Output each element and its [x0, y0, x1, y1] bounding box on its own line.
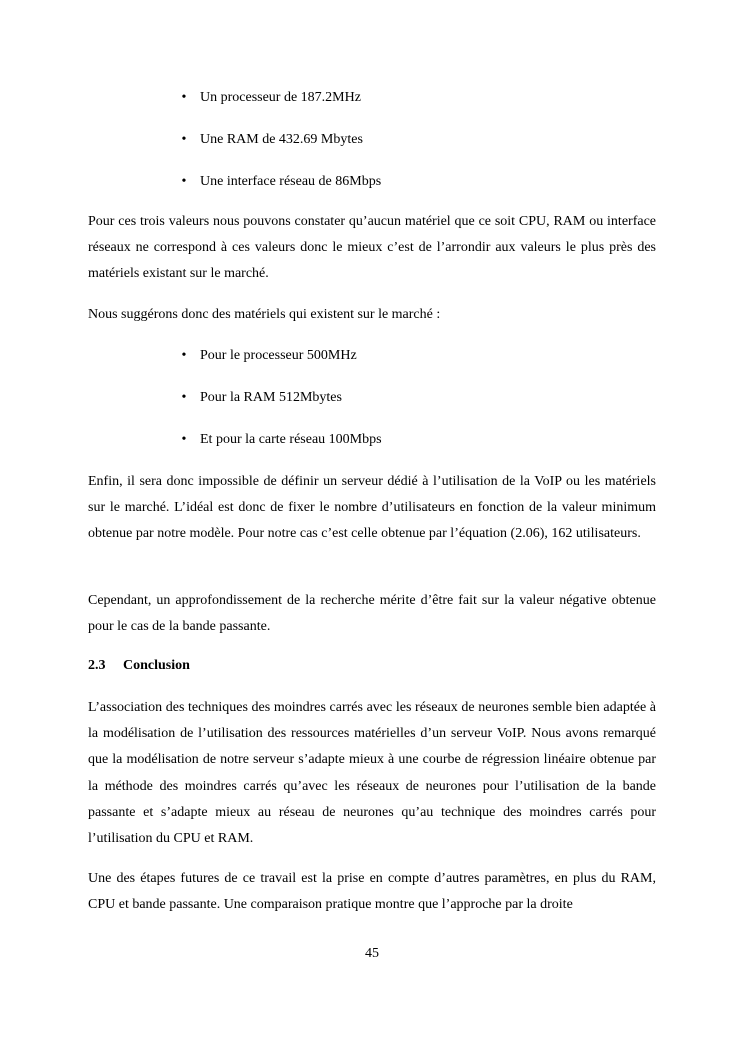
bullet-icon: • — [181, 348, 187, 363]
document-page — [88, 0, 656, 1053]
page-number: 45 — [365, 946, 379, 961]
list-item — [88, 88, 361, 108]
list-item-text: Une RAM de 432.69 Mbytes — [200, 132, 363, 147]
bullet-icon: • — [181, 174, 187, 189]
section-title: Conclusion — [123, 658, 190, 673]
paragraph: Enfin, il sera donc impossible de définir un serveur dédié à l’utilisation de la VoIP ou les matériels sur le marché. L’idéal est donc de fixer le nombre d’utilisateurs en fonction de la valeur minimum obtenue par notre modèle. Pour notre cas c’est celle obtenue par l’équation (2.06), 162 utilisateurs. — [88, 474, 656, 542]
list-item-text: Pour le processeur 500MHz — [200, 348, 357, 363]
bullet-icon: • — [181, 132, 187, 147]
paragraph: Pour ces trois valeurs nous pouvons constater qu’aucun matériel que ce soit CPU, RAM ou interface réseaux ne correspond à ces valeurs donc le mieux c’est de l’arrondir aux valeurs le plus près des matériels existant sur le marché. — [88, 214, 656, 282]
paragraph: Une des étapes futures de ce travail est la prise en compte d’autres paramètres, en plus du RAM, CPU et bande passante. Une comparaison pratique montre que l’approche par la droite — [88, 871, 656, 913]
bullet-icon: • — [181, 90, 187, 105]
section-heading — [88, 656, 190, 676]
paragraph: Nous suggérons donc des matériels qui existent sur le marché : — [88, 307, 441, 322]
list-item-text: Une interface réseau de 86Mbps — [200, 174, 382, 189]
list-item — [88, 388, 342, 408]
paragraph: Cependant, un approfondissement de la recherche mérite d’être fait sur la valeur négative obtenue pour le cas de la bande passante. — [88, 593, 656, 635]
list-item — [88, 430, 382, 450]
section-number: 2.3 — [88, 658, 106, 673]
list-item — [88, 130, 363, 150]
paragraph: L’association des techniques des moindres carrés avec les réseaux de neurones semble bien adaptée à la modélisation de l’utilisation des ressources matérielles d’un serveur VoIP. Nous avons remarqué que la modélisation de notre serveur s’adapte mieux à une courbe de régression linéaire obtenue par la méthode des moindres carrés qu’avec les réseaux de neurones pour l’utilisation de la bande passante et s’adapte mieux au réseau de neurones qu’au technique des moindres carrés pour l’utilisation du CPU et RAM. — [88, 700, 656, 847]
list-item — [88, 346, 357, 366]
list-item — [88, 172, 381, 192]
list-item-text: Et pour la carte réseau 100Mbps — [200, 432, 382, 447]
bullet-icon: • — [181, 432, 187, 447]
list-item-text: Un processeur de 187.2MHz — [200, 90, 361, 105]
list-item-text: Pour la RAM 512Mbytes — [200, 390, 342, 405]
bullet-icon: • — [181, 390, 187, 405]
